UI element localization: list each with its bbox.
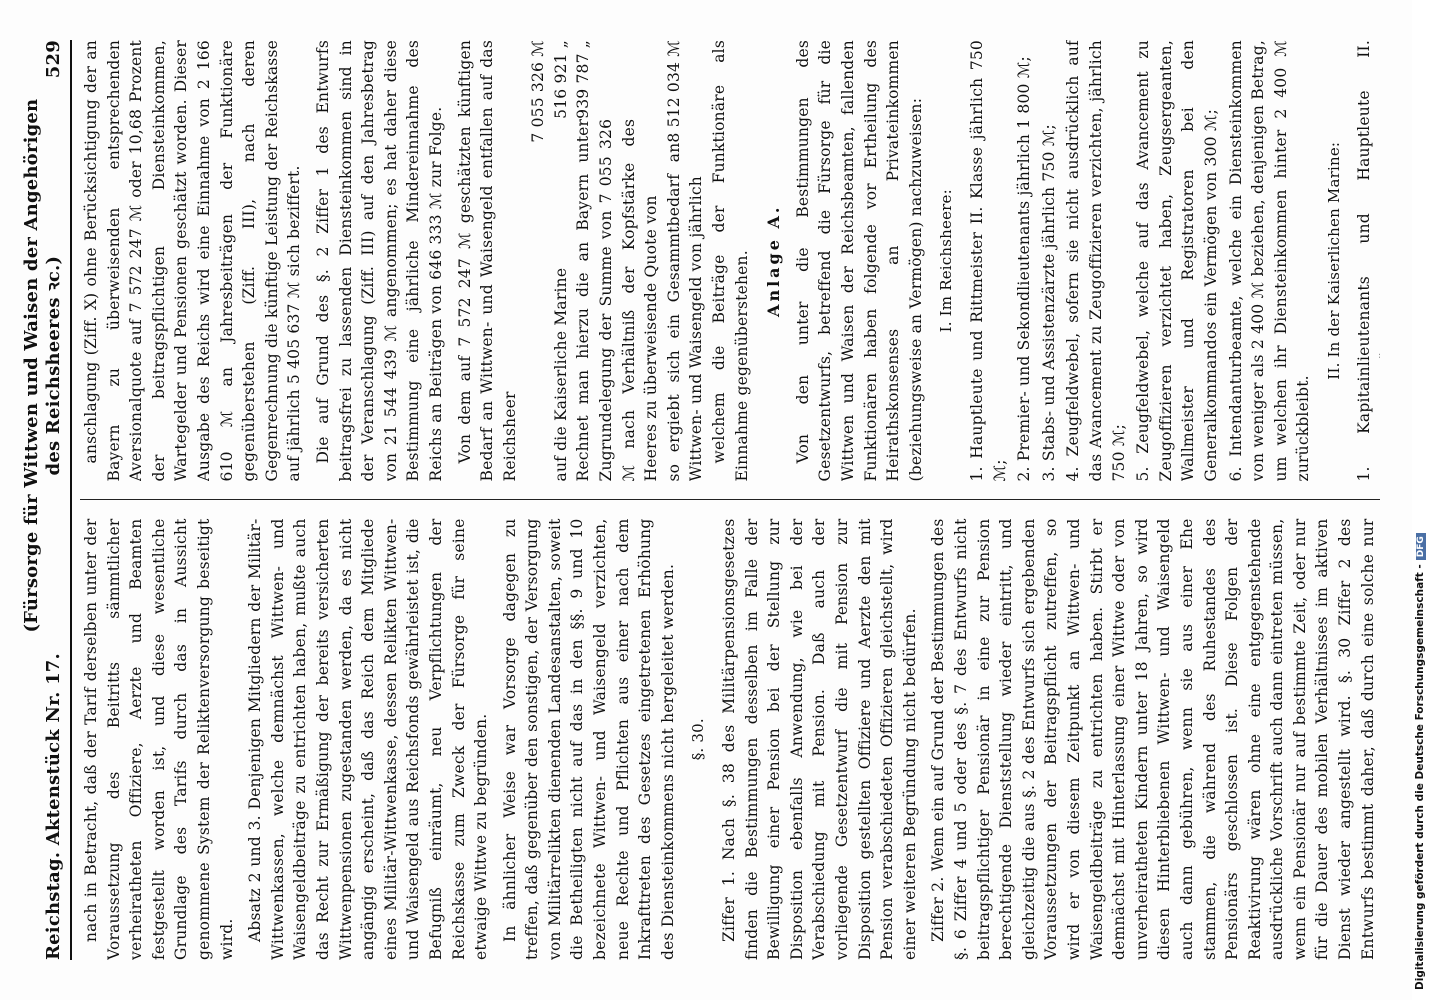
list-navy xyxy=(1353,40,1380,482)
paragraph: nach in Betracht, daß der Tarif derselben unter der Voraussetzung des Beitritts sämmtlicher verheiratheten Offiziere, Aerzte und Beamten festgestellt worden ist, und diese wesentliche Grundlage des Tarifs durch das in Aussicht genommene System der Reliktenversorgung beseitigt wird. xyxy=(82,518,236,960)
paragraph: Von dem auf 7 572 247 ℳ geschätzten künftigen Bedarf an Wittwen- und Waisengeld entfallen auf das Reichsheer xyxy=(455,40,519,482)
paragraph: In ähnlicher Weise war Vorsorge dagegen zu treffen, daß gegenüber den sonstigen, der Versorgung von Militärrelikten dienenden Landesanstalten, soweit die Betheiligten nicht auf das in den §§. 9 und 10 bezeichnete Wittwen- und Waisengeld verzichten, neue Rechte und Pflichten aus einer nach dem Inkrafttreten des Gesetzes eingetretenen Erhöhung des Diensteinkommens nicht hergeleitet werden. xyxy=(500,518,677,960)
paragraph: welchem die Beiträge der Funktionäre als Einnahme gegenüberstehen. xyxy=(710,40,751,482)
header-page-number: 529 xyxy=(43,40,65,79)
list-item: 1. Hauptleute und Rittmeister II. Klasse jährlich 750 ℳ; xyxy=(967,40,1009,482)
digitization-text: Digitalisierung gefördert durch die Deutsche Forschungsgemeinschaft - xyxy=(1414,564,1426,990)
list-item: 6. Intendanturbeamte, welche ein Diensteinkommen von weniger als 2 400 ℳ beziehen, denjenigen Betrag, um welchen ihr Diensteinkommen hinter 2 400 ℳ zurückbleibt. xyxy=(1226,40,1313,482)
columns xyxy=(80,40,1380,960)
list-item: 1. Kapitainlieutenants und Hauptleute II. xyxy=(1355,40,1374,482)
subsection-heading: I. Im Reichsheere: xyxy=(937,189,956,333)
list-army xyxy=(966,40,1315,482)
paragraph: Ziffer 2. Wenn ein auf Grund der Bestimmungen des §. 6 Ziffer 4 und 5 oder des §. 7 des Entwurfs nicht beitragspflichtiger Pensionär in eine zur Pension berechtigende Dienststellung wieder eintritt, und gleichzeitig die aus §. 2 des Entwurfs sich ergebenden Voraussetzungen der Beitragspflicht zutreffen, so wird er von diesem Zeitpunkt an Wittwen- und Waisengeldbeiträge zu entrichten haben. Stirbt er demnächst mit Hinterlassung einer Wittwe oder von unverheiratheten Kindern unter 18 Jahren, so wird diesen Hinterbliebenen Wittwen- und Waisengeld auch dann gebühren, wenn sie aus einer Ehe stammen, die während des Ruhestandes des Pensionärs geschlossen ist. Diese Folgen der Reaktivirung wären ohne eine entgegenstehende ausdrückliche Vorschrift auch dann eintreten müssen, wenn ein Pensionär nur auf bestimmte Zeit, oder nur für die Dauer des mobilen Verhältnisses im aktiven Dienst wieder angestellt wird. §. 30 Ziffer 2 des Entwurfs bestimmt daher, daß durch eine solche nur xyxy=(929,518,1377,960)
amount-row xyxy=(572,40,662,482)
list-item: 2. Premier- und Sekondlieutenants jährlich 1 800 ℳ; xyxy=(1015,56,1034,482)
paragraph: anschlagung (Ziff. X) ohne Berücksichtigung der an Bayern zu überweisenden entsprechenden Aversionalquote auf 7 572 247 ℳ oder 10,68 Prozent der beitragspflichtigen Diensteinkommen, Wartegelder und Pensionen geschätzt worden. Dieser Ausgabe des Reichs wird eine Einnahme von 2 166 610 ℳ an Jahresbeiträgen der Funktionäre gegenüberstehen (Ziff. III), nach deren Gegenrechnung die künftige Leistung der Reichskasse auf jährlich 5 405 637 ℳ sich beziffert. xyxy=(82,40,304,482)
digitization-strip xyxy=(1412,0,1432,1000)
header-left: Reichstag. Aktenstück Nr. 17. xyxy=(43,653,65,960)
left-column xyxy=(80,519,1380,961)
paragraph: Die auf Grund des §. 2 Ziffer 1 des Entwurfs beitragsfrei zu lassenden Diensteinkommen sind in der Veranschlagung (Ziff. III) auf den Jahresbetrag von 21 544 439 ℳ angenommen; es hat daher diese Bestimmung eine jährliche Mindereinnahme des Reichs an Beiträgen von 646 333 ℳ zur Folge. xyxy=(313,40,445,482)
amount-row xyxy=(663,40,708,482)
amount-label: auf die Kaiserliche Marine xyxy=(551,267,570,482)
page-header xyxy=(20,40,72,960)
amount: 8 512 034 ℳ xyxy=(664,40,683,143)
amount-row xyxy=(527,40,550,482)
dfg-logo: DFG xyxy=(1416,533,1426,560)
amount: 939 787 „ xyxy=(574,40,593,119)
section-heading: §. 30. xyxy=(689,718,708,761)
amount-row xyxy=(550,40,573,482)
column-divider xyxy=(80,500,1380,501)
amount: 7 055 326 ℳ xyxy=(529,40,548,143)
paragraph: Ziffer 1. Nach §. 38 des Militärpensionsgesetzes finden die Bestimmungen desselben im Falle der Bewilligung einer Pension bei der Stellung zur Disposition ebenfalls Anwendung, wie bei der Verabschiedung mit Pension. Daß auch der vorliegende Gesetzentwurf die mit Pension zur Disposition gestellten Offiziere und Aerzte den mit Pension verabschiedeten Offizieren gleichstellt, wird einer weiteren Begründung nicht bedürfen. xyxy=(720,518,919,960)
digitization-note xyxy=(1414,10,1426,990)
header-title: (Fürsorge für Wittwen und Waisen der Angehörigen des Reichsheeres ꝛc.) xyxy=(20,98,65,633)
list-item: 3. Stabs- und Assistenzärzte jährlich 750 ℳ; xyxy=(1039,124,1058,482)
subsection-heading: II. In der Kaiserlichen Marine: xyxy=(1324,141,1343,380)
amount-label: so ergiebt sich ein Gesammtbedarf an Wittwen- und Waisengeld von jährlich xyxy=(664,142,706,482)
amount: 516 921 „ xyxy=(551,40,570,119)
right-column xyxy=(80,40,1380,482)
amount-label: Rechnet man hierzu die an Bayern unter Zugrundelegung der Summe von 7 055 326 ℳ nach Verhältniß der Kopfstärke des Heeres zu überweisende Quote von xyxy=(574,118,661,482)
appendix-heading: Anlage A. xyxy=(764,204,784,317)
list-item: 4. Zeugfeldwebel, sofern sie nicht ausdrücklich auf das Avancement zu Zeugoffizieren verzichten, jährlich 750 ℳ; xyxy=(1064,40,1128,482)
list-item: 5. Zeugfeldwebel, welche auf das Avancement zu Zeugoffizieren verzichtet haben, Zeugsergeanten, Wallmeister und Registratoren bei den Generalkommandos ein Vermögen von 300 ℳ; xyxy=(1134,40,1220,482)
paragraph: Absatz 2 und 3. Denjenigen Mitgliedern der Militär-Wittwenkassen, welche demnächst Wittwen- und Waisengeldbeiträge zu entrichten haben, mußte auch das Recht zur Ermäßigung der bereits versicherten Wittwenpensionen zugestanden werden, da es nicht angängig erscheint, daß das Reich dem Mitgliede eines Militär-Wittwenkasse, dessen Relikten Wittwen- und Waisengeld aus Reichsfonds gewährleistet ist, die Befugniß einräumt, neu Verpflichtungen der Reichskasse zum Zweck der Fürsorge für seine etwaige Wittwe zu begründen. xyxy=(246,518,491,960)
paragraph: Von den unter die Bestimmungen des Gesetzentwurfs, betreffend die Fürsorge für die Wittwen und Waisen der Reichsbeamten, fallenden Funktionären haben folgende vor Ertheilung des Heirathskonsenses an Privateinkommen (beziehungsweise an Vermögen) nachzuweisen: xyxy=(793,40,925,482)
